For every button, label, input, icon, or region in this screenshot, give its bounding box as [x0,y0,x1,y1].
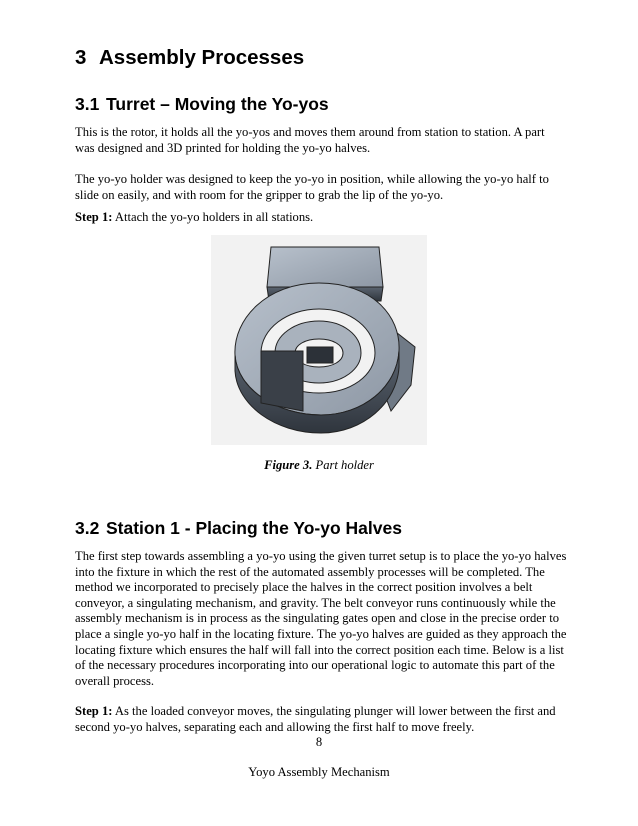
section-number: 3.1 [75,94,100,114]
section-3-2-step-1 [75,704,567,735]
figure-caption [0,458,638,473]
section-3-1-paragraph-1: This is the rotor, it holds all the yo-yos and moves them around from station to station. A part was designed and 3D printed for holding the yo-yo halves. [75,125,545,155]
section-3-2-heading [75,518,402,539]
cut-slot [261,351,303,411]
section-title: Station 1 - Placing the Yo-yo Halves [106,518,402,538]
section-title: Assembly Processes [99,46,305,69]
back-block [267,247,383,287]
section-3-1-paragraph-2: The yo-yo holder was designed to keep the yo-yo in position, while allowing the yo-yo half to slide on easily, and with room for the gripper to grab the lip of the yo-yo. [75,172,549,202]
part-holder-figure [211,235,427,445]
inner-hub [307,347,333,363]
section-number: 3.2 [75,518,100,538]
section-number: 3 [75,46,87,69]
step-label: Step 1: [75,210,113,224]
step-label: Step 1: [75,704,113,718]
figure-caption-text: Part holder [312,458,374,472]
section-3-heading [75,46,304,70]
page-number: 8 [315,735,323,749]
step-text: Attach the yo-yo holders in all stations. [112,210,314,224]
figure-label: Figure 3. [264,458,313,472]
step-text: As the loaded conveyor moves, the singulating plunger will lower between the first and second yo-yo halves, separating each and allowing the first half to move freely. [75,704,556,734]
section-title: Turret – Moving the Yo-yos [106,94,329,114]
page-footer: Yoyo Assembly Mechanism [248,765,390,779]
part-holder-render [211,235,427,445]
section-3-1-step-1 [75,210,567,226]
section-3-2-paragraph-1: The first step towards assembling a yo-yo using the given turret setup is to place the yo-yo halves into the fixture in which the rest of the automated assembly processes will be completed. The method we incorporated to precisely place the halves in the correct position involves a belt conveyor, a singulating mechanism, and gravity. The belt conveyor runs continuously while the assembly mechanism is in process as the singulating gates open and close in the precise order to place a single yo-yo half in the locating fixture. The yo-yo halves are guided as they approach the locating fixture which ensures the half will fall into the correct position each time. Below is a list of the necessary procedures incorporating into our operational logic to automate this part of the overall process. [75,549,567,688]
section-3-1-heading [75,94,329,115]
